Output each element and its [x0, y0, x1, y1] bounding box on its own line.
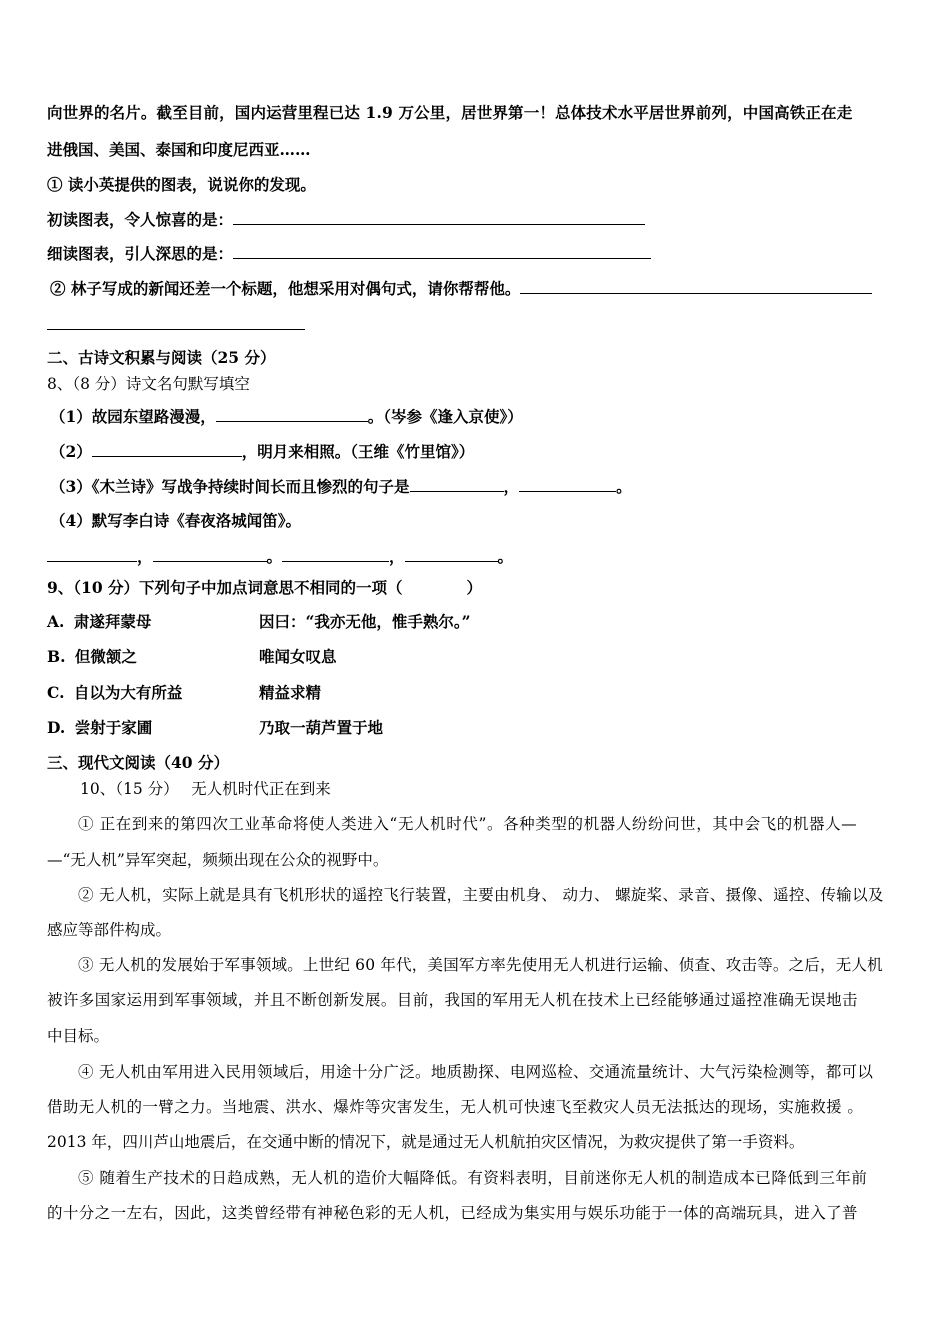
article-line: 被许多国家运用到军事领域，并且不断创新发展。目前，我国的军用无人机在技术上已经能够通过遥控准确无误地击 — [47, 991, 858, 1009]
article-line: ⑤ 随着生产技术的日趋成熟，无人机的造价大幅降低。有资料表明，目前迷你无人机的制造成本已降低到三年前 — [78, 1169, 868, 1187]
section2-title: 二、古诗文积累与阅读（25 分） — [47, 348, 276, 367]
intro-line-1: 向世界的名片。截至目前，国内运营里程已达 1.9 万公里，居世界第一！总体技术水平居世界前列，中国高铁正在走 — [47, 103, 853, 122]
punct-comma: ， — [137, 547, 153, 566]
q8-item-3-comma: ， — [503, 477, 520, 496]
article-line: —“无人机”异军突起，频频出现在公众的视野中。 — [47, 851, 389, 869]
q7-careful-read — [47, 243, 651, 264]
answer-blank[interactable] — [233, 209, 645, 225]
section3-title: 三、现代文阅读（40 分） — [47, 753, 229, 772]
answer-blank[interactable] — [47, 546, 137, 562]
answer-blank[interactable] — [233, 243, 651, 259]
answer-blank[interactable] — [282, 546, 389, 562]
q8-item-4: （4）默写李白诗《春夜洛城闻笛》。 — [50, 511, 302, 530]
answer-blank[interactable] — [410, 476, 504, 492]
article-line: 感应等部件构成。 — [47, 921, 172, 939]
answer-blank[interactable] — [520, 278, 872, 294]
q10-header: 10、（15 分） 无人机时代正在到来 — [80, 780, 331, 798]
q8-item-3-period: 。 — [616, 477, 632, 496]
punct-period: 。 — [497, 547, 514, 566]
option-left-sentence: 肃遂拜蒙母 — [73, 612, 152, 631]
option-left-sentence: 自以为大有所益 — [73, 683, 183, 702]
article-line: ① 正在到来的第四次工业革命将使人类进入“无人机时代”。各种类型的机器人纷纷问世，其中会飞的机器人— — [78, 815, 858, 833]
article-line: ④ 无人机由军用进入民用领域后，用途十分广泛。地质勘探、电网巡检、交通流量统计、大气污染检测等，都可以 — [78, 1063, 874, 1081]
article-line: 中目标。 — [47, 1027, 110, 1045]
answer-blank[interactable] — [519, 476, 616, 492]
q8-item-2-num: （2） — [50, 442, 92, 461]
q9-option-b[interactable] — [47, 647, 137, 667]
q9-option-d[interactable] — [47, 718, 152, 738]
q9-header-text: 9、（10 分）下列句子中加点词意思不相同的一项（ — [47, 578, 403, 597]
q8-item-3 — [50, 476, 632, 497]
option-label: A. — [47, 612, 65, 631]
q9-option-c-right: 精益求精 — [259, 683, 322, 702]
article-line: ③ 无人机的发展始于军事领域。上世纪 60 年代，美国军方率先使用无人机进行运输、侦查、攻击等。之后，无人机 — [78, 956, 883, 974]
q9-option-d-right: 乃取一葫芦置于地 — [259, 718, 384, 737]
option-label: D. — [47, 718, 66, 737]
article-line: 借助无人机的一臂之力。当地震、洪水、爆炸等灾害发生，无人机可快速飞至救灾人员无法抵达的现场，实施救援 。 — [47, 1098, 864, 1116]
q7-first-read — [47, 209, 645, 230]
q8-header: 8、（8 分）诗文名句默写填空 — [47, 375, 250, 393]
option-label: B. — [47, 647, 66, 666]
q8-item-4-blanks — [47, 546, 513, 567]
q9-header-close: ） — [466, 578, 483, 597]
q9-option-c[interactable] — [47, 683, 182, 703]
answer-blank[interactable] — [153, 546, 267, 562]
q9-option-a-right: 因曰：“我亦无他，惟手熟尔。” — [259, 612, 471, 631]
punct-comma: ， — [389, 547, 405, 566]
q8-item-1 — [50, 406, 523, 427]
intro-line-2: 进俄国、美国、泰国和印度尼西亚…… — [47, 140, 311, 159]
answer-blank-continued[interactable] — [47, 329, 305, 330]
punct-period: 。 — [266, 547, 283, 566]
article-line: 2013 年，四川芦山地震后，在交通中断的情况下，就是通过无人机航拍灾区情况，为救灾提供了第一手资料。 — [47, 1133, 805, 1151]
q7-careful-read-label: 细读图表，引人深思的是： — [47, 244, 234, 263]
q7-sub1: ① 读小英提供的图表，说说你的发现。 — [47, 175, 316, 194]
option-label: C. — [47, 683, 65, 702]
answer-blank[interactable] — [405, 546, 498, 562]
answer-blank[interactable] — [92, 441, 242, 457]
q8-item-3-text: （3）《木兰诗》写战争持续时间长而且惨烈的句子是 — [50, 477, 410, 496]
q7-sub2-text: ② 林子写成的新闻还差一个标题，他想采用对偶句式，请你帮帮他。 — [50, 279, 521, 298]
q8-item-2-text: ，明月来相照。（王维《竹里馆》） — [241, 442, 475, 461]
article-line: 的十分之一左右，因此，这类曾经带有神秘色彩的无人机，已经成为集实用与娱乐功能于一体的高端玩具，进入了普 — [47, 1204, 858, 1222]
q8-item-2 — [50, 441, 474, 462]
q9-option-b-right: 唯闻女叹息 — [259, 647, 337, 666]
q9-header — [47, 578, 482, 598]
option-left-sentence: 但微颔之 — [74, 647, 137, 666]
article-line: ② 无人机，实际上就是具有飞机形状的遥控飞行装置，主要由机身、 动力、 螺旋桨、录音、摄像、遥控、传输以及 — [78, 886, 884, 904]
q9-option-a[interactable] — [47, 612, 151, 632]
q7-first-read-label: 初读图表，令人惊喜的是： — [47, 210, 234, 229]
option-left-sentence: 尝射于家圃 — [74, 718, 153, 737]
answer-blank[interactable] — [216, 406, 368, 422]
q8-item-1-text: （1）故园东望路漫漫， — [50, 407, 216, 426]
q7-sub2 — [50, 278, 872, 299]
q8-item-1-source: 。（岑参《逢入京使》） — [367, 407, 523, 426]
